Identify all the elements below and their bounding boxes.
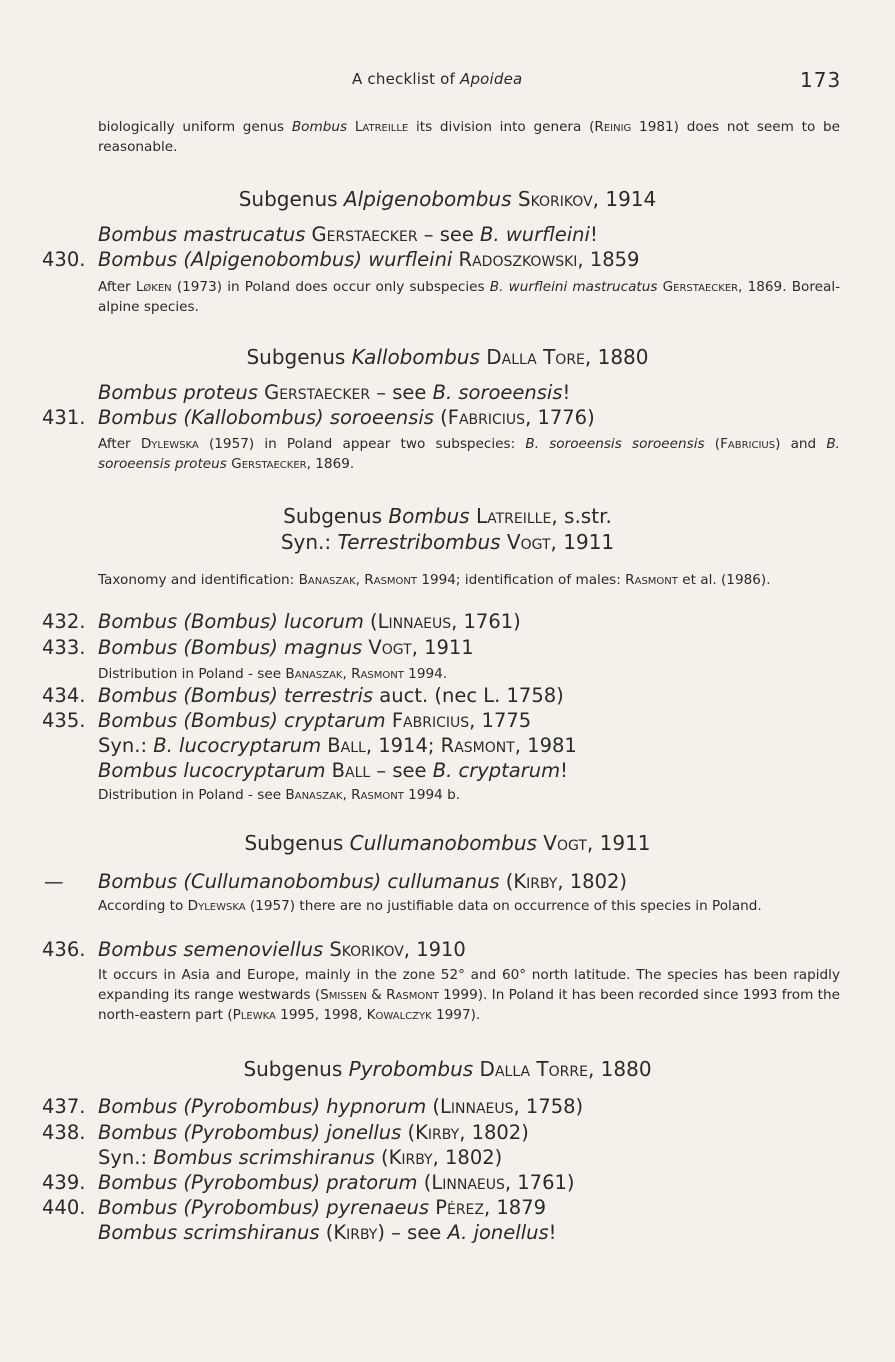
subgenus-heading-bombus: Subgenus Bombus Latreille, s.str. [283, 504, 612, 528]
species-entry-440: 440. Bombus (Pyrobombus) pyrenaeus Pérez, 1879 [42, 1196, 547, 1219]
species-entry-437: 437. Bombus (Pyrobombus) hypnorum (Linnaeus, 1758) [42, 1095, 584, 1118]
species-entry-438: 438. Bombus (Pyrobombus) jonellus (Kirby, 1802) [42, 1121, 529, 1144]
subgenus-heading-kallobombus: Subgenus Kallobombus Dalla Tore, 1880 [246, 345, 649, 369]
synonym-line: Syn.: Bombus scrimshiranus (Kirby, 1802) [98, 1146, 503, 1169]
subgenus-heading-cullumanobombus: Subgenus Cullumanobombus Vogt, 1911 [244, 831, 651, 855]
subgenus-synonym: Syn.: Terrestribombus Vogt, 1911 [280, 530, 615, 554]
species-entry-433: 433. Bombus (Bombus) magnus Vogt, 1911 [42, 636, 474, 659]
subgenus-heading-pyrobombus: Subgenus Pyrobombus Dalla Torre, 1880 [243, 1057, 652, 1081]
species-entry-430: 430. Bombus (Alpigenobombus) wurfleini Radoszkowski, 1859 [42, 248, 640, 271]
species-note-436: It occurs in Asia and Europe, mainly in the zone 52° and 60° north latitude. The species has been rapidly expanding its range westwards (Smissen & Rasmont 1999). In Poland it has been recorded since 1993 from the north-eastern part (Plewka 1995, 1998, Kowalczyk 1997). [98, 967, 840, 1023]
species-entry-439: 439. Bombus (Pyrobombus) pratorum (Linnaeus, 1761) [42, 1171, 575, 1194]
species-note-435: Distribution in Poland - see Banaszak, Rasmont 1994 b. [98, 787, 461, 803]
species-entry-434: 434. Bombus (Bombus) terrestris auct. (nec L. 1758) [42, 684, 564, 707]
synonym-line: Bombus lucocryptarum Ball – see B. cryptarum! [98, 759, 568, 782]
page-header [0, 68, 895, 92]
species-entry-432: 432. Bombus (Bombus) lucorum (Linnaeus, 1761) [42, 610, 521, 633]
species-entry-435: 435. Bombus (Bombus) cryptarum Fabricius, 1775 [42, 709, 532, 732]
synonym-line: Bombus mastrucatus Gerstaecker – see B. wurfleini! [98, 223, 598, 246]
running-head: A checklist of Apoidea [352, 70, 523, 88]
synonym-line: Bombus proteus Gerstaecker – see B. soroeensis! [98, 381, 571, 404]
species-entry-cullumanus: — Bombus (Cullumanobombus) cullumanus (Kirby, 1802) [44, 870, 628, 893]
species-entry-436: 436. Bombus semenoviellus Skorikov, 1910 [42, 938, 466, 961]
species-note-431: After Dylewska (1957) in Poland appear two subspecies: B. soroeensis soroeensis (Fabricius) and B. soroeensis proteus Gerstaecker, 1869. [98, 436, 841, 472]
species-entry-431: 431. Bombus (Kallobombus) soroeensis (Fabricius, 1776) [42, 406, 595, 429]
synonym-line: Bombus scrimshiranus (Kirby) – see A. jonellus! [98, 1221, 557, 1244]
page-number: 173 [800, 68, 842, 92]
synonym-line: Syn.: B. lucocryptarum Ball, 1914; Rasmont, 1981 [98, 734, 577, 757]
species-note-430: After Løken (1973) in Poland does occur only subspecies B. wurfleini mastrucatus Gerstaecker, 1869. Boreal-alpine species. [98, 279, 840, 315]
intro-paragraph: biologically uniform genus Bombus Latreille its division into genera (Reinig 1981) does not seem to be reasonable. [98, 119, 840, 155]
species-note-cullumanus: According to Dylewska (1957) there are no justifiable data on occurrence of this species in Poland. [98, 898, 762, 914]
species-note-433: Distribution in Poland - see Banaszak, Rasmont 1994. [98, 666, 448, 682]
subgenus-heading-alpigenobombus: Subgenus Alpigenobombus Skorikov, 1914 [238, 187, 657, 211]
taxonomy-note: Taxonomy and identification: Banaszak, Rasmont 1994; identification of males: Rasmont et al. (1986). [98, 572, 771, 588]
